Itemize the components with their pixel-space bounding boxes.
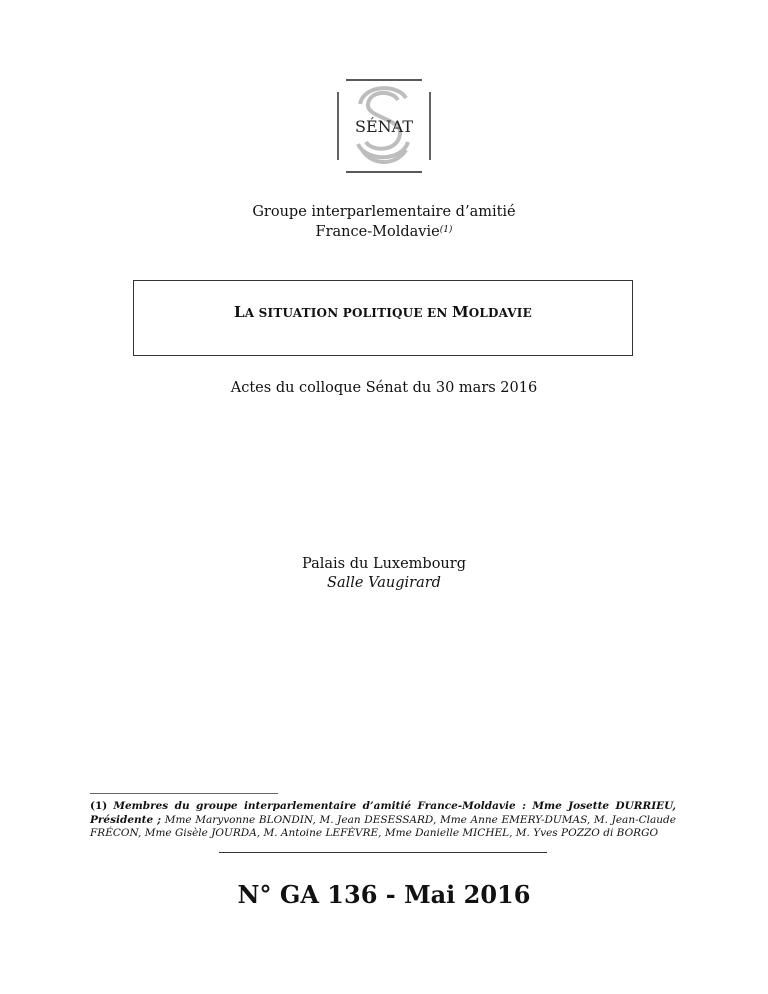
document-title (234, 303, 532, 321)
proceedings-subtitle: Actes du colloque Sénat du 30 mars 2016 (230, 380, 538, 396)
senat-logo-mark (336, 78, 432, 174)
footnote-number: (1) (90, 800, 108, 812)
group-line-1: Groupe interparlementaire d’amitié (252, 204, 516, 220)
group-country-pair: France-Moldavie (315, 224, 440, 240)
title-box (133, 280, 633, 356)
footnote-lead: Membres du groupe interparlementaire d’amitié France-Moldavie : Mme Josette DURRIEU, Présidente ; (90, 800, 676, 826)
footnote-rule (90, 793, 278, 794)
title-cap-2: M (451, 303, 469, 321)
footnote-ref: (1) (439, 225, 453, 235)
title-rest-2: OLDAVIE (468, 306, 532, 320)
separator-line (219, 852, 547, 853)
group-line-2 (0, 222, 768, 242)
title-cap-1: L (234, 303, 245, 321)
footnote (90, 800, 676, 841)
title-rest-1: A SITUATION POLITIQUE EN (244, 306, 452, 320)
venue-place: Palais du Luxembourg (302, 556, 466, 572)
document-number: N° GA 136 - Mai 2016 (237, 880, 531, 909)
senat-logo (336, 78, 432, 174)
footnote-members: Mme Maryvonne BLONDIN, M. Jean DESESSARD, Mme Anne EMERY-DUMAS, M. Jean-Claude FRÉCON, Mme Gisèle JOURDA, M. Antoine LEFÈVRE, Mme Danielle MICHEL, M. Yves POZZO di BORGO (90, 813, 676, 839)
friendship-group-name (0, 202, 768, 242)
venue-room: Salle Vaugirard (327, 575, 441, 591)
venue (0, 555, 768, 593)
senat-logo-text: SÉNAT (355, 117, 413, 136)
